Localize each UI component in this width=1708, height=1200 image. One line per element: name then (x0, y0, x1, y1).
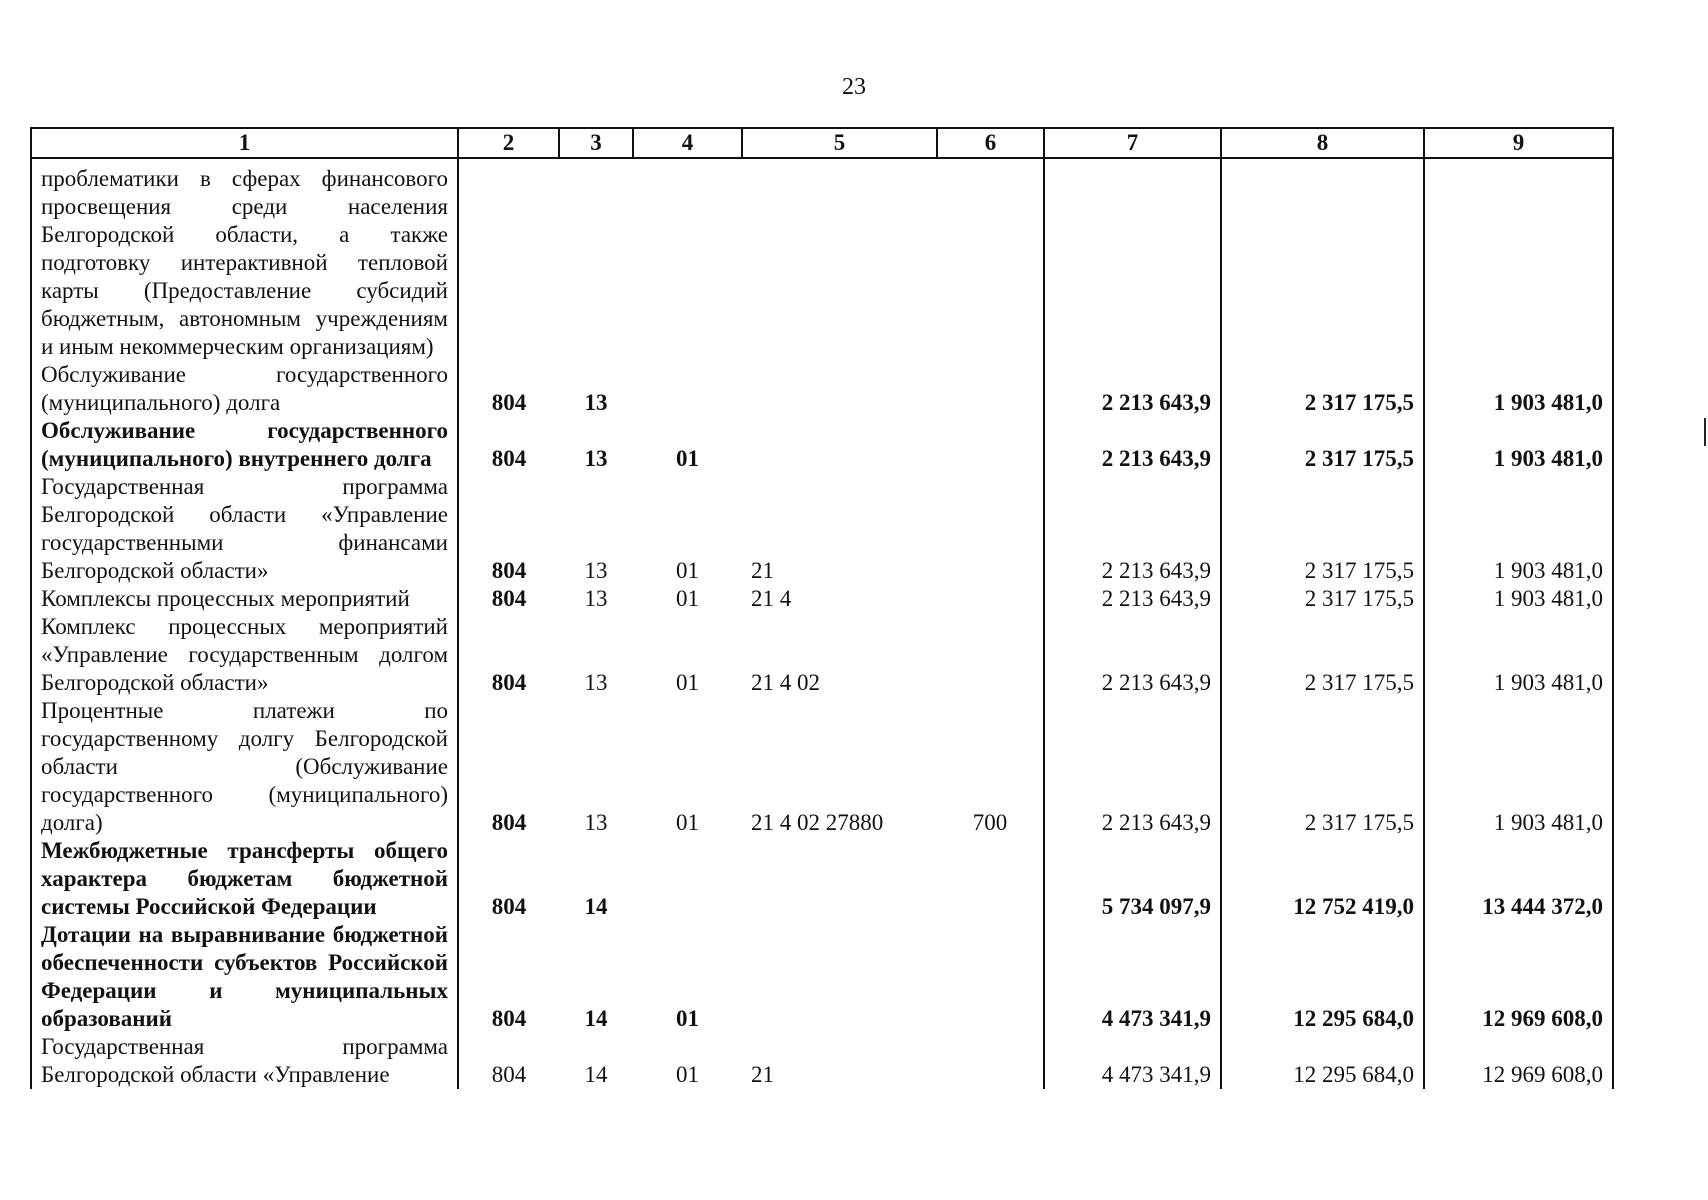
table-row (31, 697, 1613, 837)
cell-col-5 (742, 417, 937, 473)
table-row (31, 837, 1613, 921)
row-name: Процентные платежи по государственному долгу Белгородской области (Обслуживание государственного (муниципального) долга) (31, 697, 458, 837)
table-row (31, 473, 1613, 585)
cell-col-8: 12 295 684,0 (1221, 921, 1424, 1033)
cell-col-4: 01 (676, 558, 699, 583)
cell-col-9: 12 969 608,0 (1424, 921, 1613, 1033)
table-row (31, 613, 1613, 697)
cell-col-2: 804 (458, 613, 559, 697)
cell-col-7: 2 213 643,9 (1044, 473, 1221, 585)
cell-col-8 (1221, 158, 1424, 361)
cell-col-8: 12 295 684,0 (1221, 1033, 1424, 1089)
row-name: Комплекс процессных мероприятий «Управление государственным долгом Белгородской области» (31, 613, 458, 697)
cell-col-2: 804 (458, 837, 559, 921)
cell-col-3: 14 (584, 894, 608, 919)
cell-col-4 (633, 158, 742, 361)
cell-col-5 (742, 837, 937, 921)
cell-col-8: 2 317 175,5 (1221, 361, 1424, 417)
cell-col-6 (937, 613, 1044, 697)
table-row (31, 158, 1613, 361)
cell-col-9: 12 969 608,0 (1424, 1033, 1613, 1089)
cell-col-8: 2 317 175,5 (1221, 697, 1424, 837)
row-name: проблематики в сферах финансового просвещения среди населения Белгородской области, а также подготовку интерактивной тепловой карты (Предоставление субсидий бюджетным, автономным учреждениям и иным некоммерческим организациям) (31, 158, 458, 361)
table-row (31, 361, 1613, 417)
header-col-6: 6 (937, 128, 1044, 158)
cell-col-7: 5 734 097,9 (1044, 837, 1221, 921)
cell-col-6: 700 (937, 697, 1044, 837)
cell-col-6 (937, 1033, 1044, 1089)
header-col-7: 7 (1044, 128, 1221, 158)
cell-col-7: 2 213 643,9 (1044, 417, 1221, 473)
cell-col-4: 01 (676, 446, 699, 471)
cell-col-5: 21 4 (751, 586, 792, 611)
header-col-5: 5 (742, 128, 937, 158)
budget-table (30, 127, 1614, 1089)
page-number: 23 (842, 74, 866, 100)
cell-col-5 (742, 361, 937, 417)
table-row (31, 585, 1613, 613)
cell-col-6 (937, 361, 1044, 417)
cell-col-5: 21 4 02 27880 (751, 810, 884, 835)
table-row (31, 417, 1613, 473)
cell-col-6 (937, 417, 1044, 473)
cell-col-7 (1044, 158, 1221, 361)
cell-col-6 (937, 473, 1044, 585)
row-name: Государственная программа Белгородской области «Управление государственными финансами Белгородской области» (31, 473, 458, 585)
cell-col-9 (1424, 158, 1613, 361)
cell-col-3: 14 (584, 1062, 608, 1087)
cell-col-3: 13 (584, 586, 608, 611)
cell-col-7: 4 473 341,9 (1044, 921, 1221, 1033)
cell-col-3: 13 (584, 390, 608, 415)
cell-col-5 (742, 921, 937, 1033)
cell-col-7: 2 213 643,9 (1044, 361, 1221, 417)
header-col-1: 1 (31, 128, 458, 158)
cell-col-7: 2 213 643,9 (1044, 585, 1221, 613)
cell-col-2: 804 (458, 921, 559, 1033)
cell-col-8: 12 752 419,0 (1221, 837, 1424, 921)
scan-edge-mark (1704, 418, 1706, 446)
cell-col-6 (937, 837, 1044, 921)
row-name: Межбюджетные трансферты общего характера бюджетам бюджетной системы Российской Федерации (31, 837, 458, 921)
cell-col-2: 804 (458, 361, 559, 417)
header-col-4: 4 (633, 128, 742, 158)
header-col-8: 8 (1221, 128, 1424, 158)
cell-col-9: 1 903 481,0 (1424, 473, 1613, 585)
cell-col-8: 2 317 175,5 (1221, 585, 1424, 613)
cell-col-5: 21 (751, 1062, 774, 1087)
cell-col-5: 21 4 02 (751, 670, 820, 695)
cell-col-4: 01 (676, 810, 699, 835)
cell-col-3 (559, 158, 633, 361)
cell-col-8: 2 317 175,5 (1221, 417, 1424, 473)
cell-col-9: 13 444 372,0 (1424, 837, 1613, 921)
cell-col-3: 13 (584, 670, 608, 695)
cell-col-9: 1 903 481,0 (1424, 585, 1613, 613)
table-row (31, 921, 1613, 1033)
cell-col-9: 1 903 481,0 (1424, 613, 1613, 697)
cell-col-2: 804 (458, 473, 559, 585)
cell-col-8: 2 317 175,5 (1221, 613, 1424, 697)
cell-col-2: 804 (458, 585, 559, 613)
cell-col-2 (458, 158, 559, 361)
cell-col-3: 14 (584, 1006, 608, 1031)
row-name: Дотации на выравнивание бюджетной обеспеченности субъектов Российской Федерации и муниципальных образований (31, 921, 458, 1033)
row-name: Обслуживание государственного (муниципального) долга (31, 361, 458, 417)
cell-col-5: 21 (751, 558, 774, 583)
cell-col-7: 2 213 643,9 (1044, 613, 1221, 697)
cell-col-6 (937, 158, 1044, 361)
cell-col-5 (742, 158, 937, 361)
cell-col-3: 13 (584, 558, 608, 583)
cell-col-9: 1 903 481,0 (1424, 361, 1613, 417)
cell-col-7: 4 473 341,9 (1044, 1033, 1221, 1089)
cell-col-6 (937, 585, 1044, 613)
cell-col-8: 2 317 175,5 (1221, 473, 1424, 585)
header-col-3: 3 (559, 128, 633, 158)
cell-col-4: 01 (676, 670, 699, 695)
row-name: Комплексы процессных мероприятий (31, 585, 458, 613)
header-row (31, 128, 1613, 158)
cell-col-3: 13 (584, 810, 608, 835)
cell-col-4: 01 (676, 1062, 699, 1087)
cell-col-9: 1 903 481,0 (1424, 697, 1613, 837)
cell-col-7: 2 213 643,9 (1044, 697, 1221, 837)
cell-col-4: 01 (676, 1006, 699, 1031)
table-body (31, 158, 1613, 1089)
cell-col-2: 804 (458, 697, 559, 837)
cell-col-6 (937, 921, 1044, 1033)
cell-col-4 (633, 837, 742, 921)
cell-col-9: 1 903 481,0 (1424, 417, 1613, 473)
table-row (31, 1033, 1613, 1089)
row-name: Обслуживание государственного (муниципального) внутреннего долга (31, 417, 458, 473)
cell-col-4: 01 (676, 586, 699, 611)
header-col-9: 9 (1424, 128, 1613, 158)
cell-col-4 (633, 361, 742, 417)
row-name: Государственная программа Белгородской области «Управление (31, 1033, 458, 1089)
header-col-2: 2 (458, 128, 559, 158)
cell-col-3: 13 (584, 446, 608, 471)
cell-col-2: 804 (458, 417, 559, 473)
cell-col-2: 804 (458, 1033, 559, 1089)
